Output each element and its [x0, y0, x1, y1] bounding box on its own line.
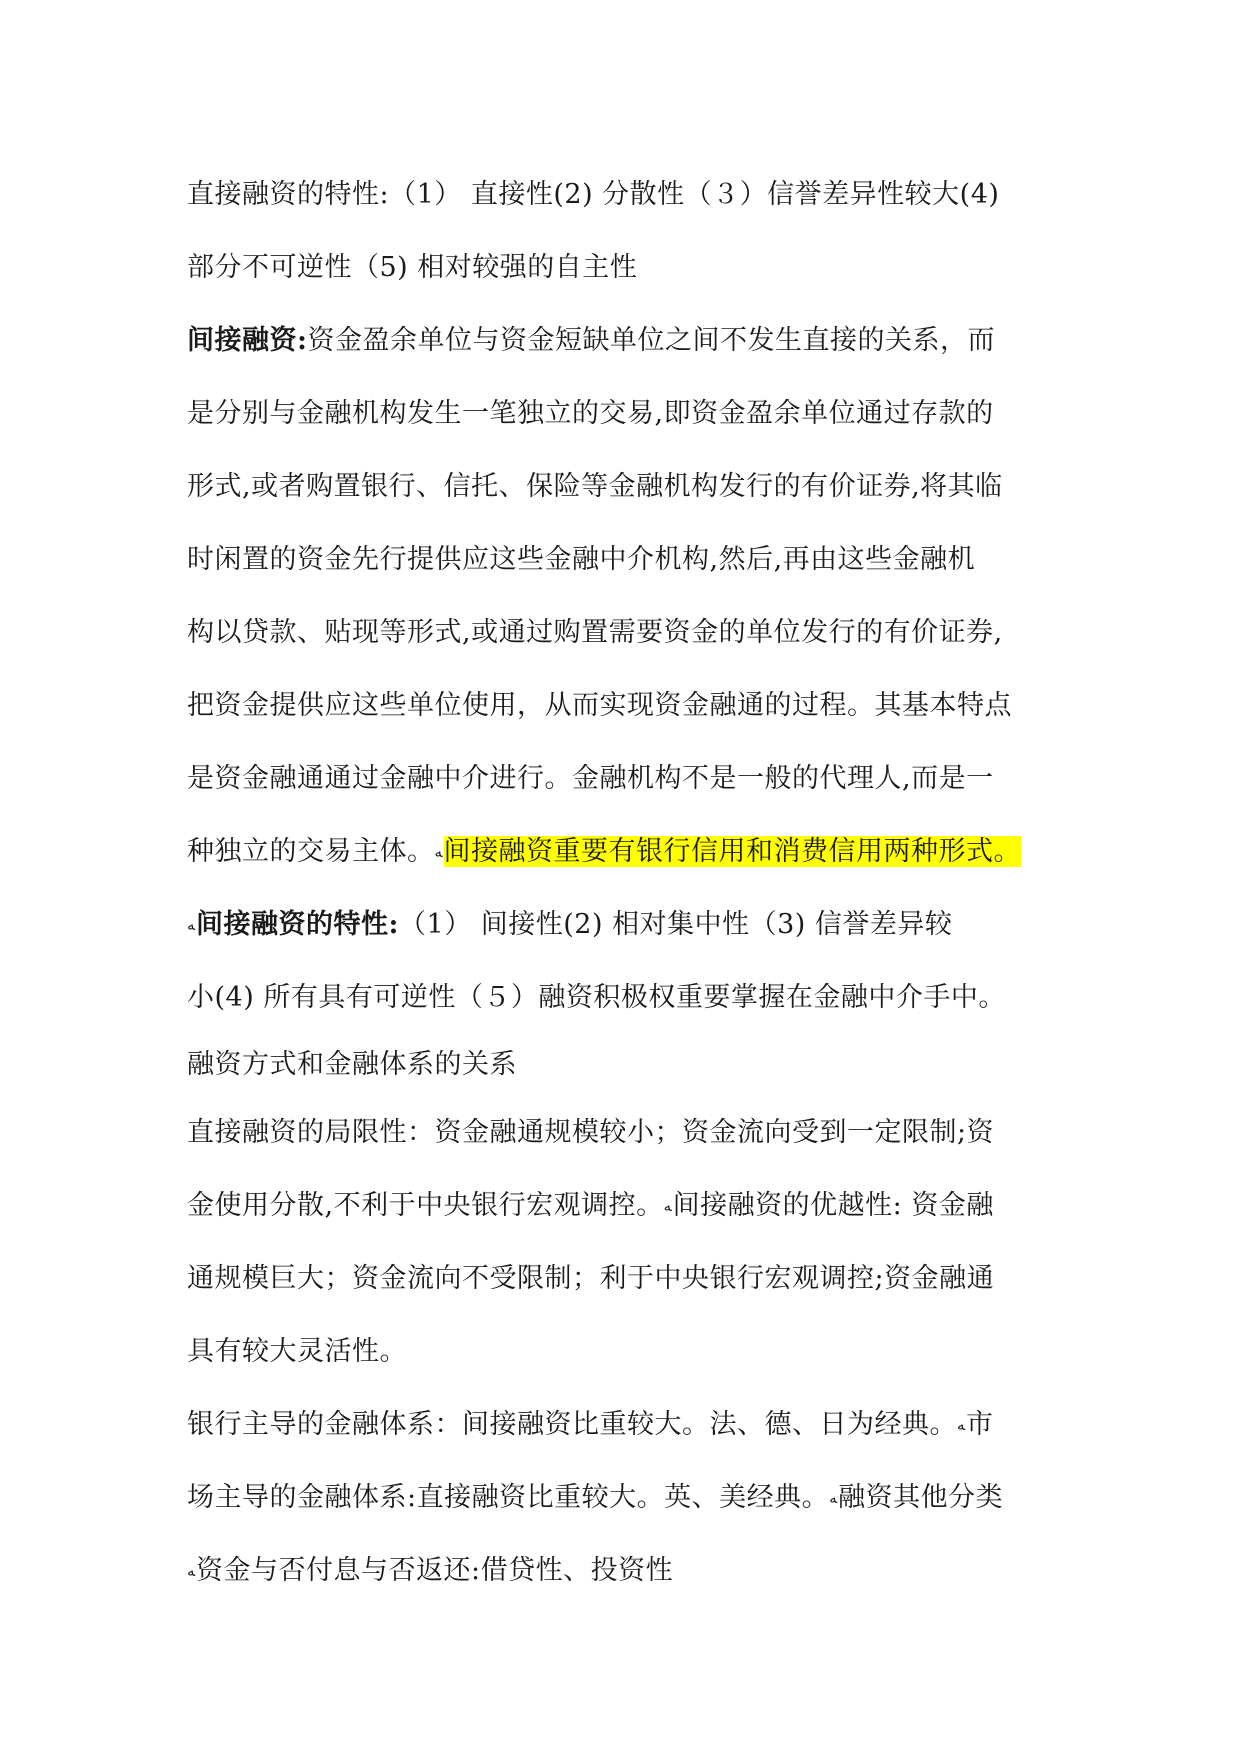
highlighted-text: 间接融资重要有银行信用和消费信用两种形式。: [443, 836, 1022, 867]
bullet-mark-icon: ﻪ: [434, 843, 443, 861]
text-line: [187, 1461, 1057, 1534]
term-heading: 间接融资的特性:: [196, 909, 400, 940]
text-span: （1） 间接性(2) 相对集中性（3) 信誉差异较: [399, 909, 953, 940]
text-span: 场主导的金融体系:直接融资比重较大。英、美经典。: [187, 1482, 830, 1513]
text-line: 小(4) 所有具有可逆性（５）融资积极权重要掌握在金融中介手中。: [187, 982, 1006, 1013]
text-line: 是分别与金融机构发生一笔独立的交易,即资金盈余单位通过存款的: [187, 398, 994, 429]
text-line: 把资金提供应这些单位使用，从而实现资金融通的过程。其基本特点: [187, 690, 1012, 721]
term-heading: 间接融资:: [187, 325, 308, 356]
text-line: [187, 304, 1057, 377]
bullet-mark-icon: ﻪ: [187, 1562, 196, 1580]
text-line: [187, 1534, 1057, 1607]
text-line: 是资金融通通过金融中介进行。金融机构不是一般的代理人,而是一: [187, 763, 994, 794]
text-span: 间接融资的优越性: 资金融: [672, 1190, 994, 1221]
text-line: [187, 815, 1057, 888]
bullet-mark-icon: ﻪ: [957, 1416, 966, 1434]
bullet-mark-icon: ﻪ: [829, 1489, 838, 1507]
bullet-mark-icon: ﻪ: [187, 916, 196, 934]
section-title: 融资方式和金融体系的关系: [187, 1049, 517, 1080]
text-span: 市: [966, 1409, 994, 1440]
text-line: 构以贷款、贴现等形式,或通过购置需要资金的单位发行的有价证券,: [187, 617, 1003, 648]
text-line: 直接融资的特性:（1） 直接性(2) 分散性（３）信誉差异性较大(4): [187, 179, 1000, 210]
text-line: [187, 1169, 1057, 1242]
bullet-mark-icon: ﻪ: [663, 1197, 672, 1215]
text-line: 具有较大灵活性。: [187, 1336, 407, 1367]
text-line: [187, 1388, 1057, 1461]
text-span: 资金与否付息与否返还:借贷性、投资性: [196, 1555, 674, 1586]
text-span: 种独立的交易主体。: [187, 836, 435, 867]
text-span: 银行主导的金融体系：间接融资比重较大。法、德、日为经典。: [187, 1409, 957, 1440]
text-span: 融资其他分类: [838, 1482, 1004, 1513]
text-span: 金使用分散,不利于中央银行宏观调控。: [187, 1190, 664, 1221]
text-line: 时闲置的资金先行提供应这些金融中介机构,然后,再由这些金融机: [187, 544, 976, 575]
text-line: 部分不可逆性（5) 相对较强的自主性: [187, 252, 638, 283]
text-line: 直接融资的局限性：资金融通规模较小；资金流向受到一定限制;资: [187, 1117, 995, 1148]
text-line: [187, 888, 1057, 961]
document-page: [187, 158, 1057, 1607]
text-line: 形式,或者购置银行、信托、保险等金融机构发行的有价证券,将其临: [187, 471, 1003, 502]
text-span: 资金盈余单位与资金短缺单位之间不发生直接的关系，而: [307, 325, 995, 356]
text-line: 通规模巨大；资金流向不受限制；利于中央银行宏观调控;资金融通: [187, 1263, 995, 1294]
